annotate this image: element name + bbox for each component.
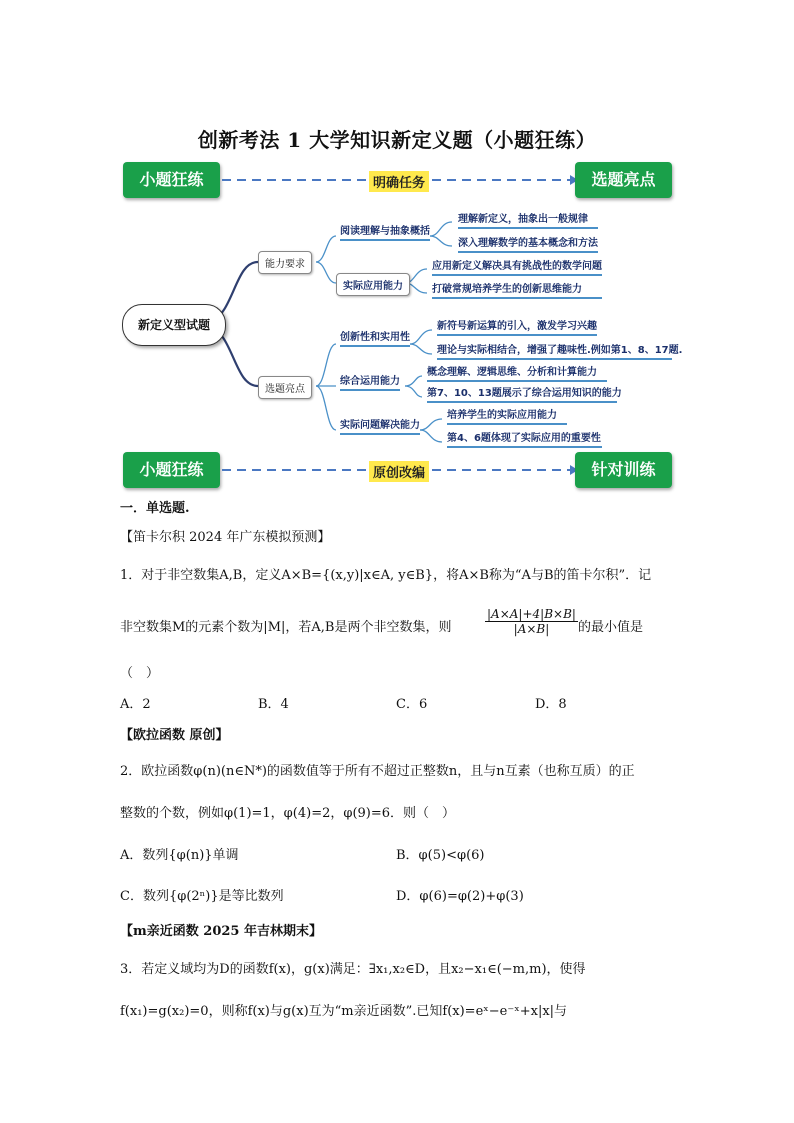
q1-option-d: D．8 xyxy=(535,697,567,712)
q1-option-b: B．4 xyxy=(258,697,289,712)
mindmap-leaf: 深入理解数学的基本概念和方法 xyxy=(458,234,598,253)
mindmap-root xyxy=(122,304,226,346)
mindmap-leaf: 打破常规培养学生的创新思维能力 xyxy=(432,280,602,299)
mindmap-practical: 实际问题解决能力 xyxy=(340,416,420,435)
q1-answer-paren: （ ） xyxy=(120,666,160,681)
mindmap-leaf: 概念理解、逻辑思维、分析和计算能力 xyxy=(427,363,607,382)
q1-text-line2a: 非空数集M的元素个数为|M|，若A,B是两个非空数集，则 xyxy=(120,620,452,635)
banner-mid-label: 原创改编 xyxy=(369,461,429,482)
q1-fraction xyxy=(485,607,578,636)
banner-right-box: 选题亮点 xyxy=(575,162,672,198)
q1-option-a: A．2 xyxy=(120,697,151,712)
q2-text-line1: 2．欧拉函数φ(n)(n∈N*)的函数值等于所有不超过正整数n，且与n互素（也称互质）的正 xyxy=(120,764,635,779)
q1-fraction-denominator: |A×B| xyxy=(513,622,550,636)
q1-tag: 【笛卡尔积 2024 年广东模拟预测】 xyxy=(120,530,331,545)
mindmap-leaf: 应用新定义解决具有挑战性的数学问题 xyxy=(432,257,602,276)
q2-option-b: B．φ(5)<φ(6) xyxy=(396,848,485,863)
mindmap-branch-ability: 能力要求 xyxy=(258,251,312,274)
q2-option-a: A．数列{φ(n)}单调 xyxy=(120,848,239,863)
mindmap-root-label: 新定义型试题 xyxy=(137,318,210,332)
q2-text-line2: 整数的个数，例如φ(1)=1，φ(4)=2，φ(9)=6．则（ ） xyxy=(120,806,456,821)
q3-text-line1: 3．若定义域均为D的函数f(x)，g(x)满足：∃x₁,x₂∈D，且x₂−x₁∈(−m,m)，使得 xyxy=(120,962,586,977)
mindmap-leaf: 培养学生的实际应用能力 xyxy=(447,406,567,425)
banner-left-box: 小题狂练 xyxy=(123,452,220,488)
mindmap-branch-highlights: 选题亮点 xyxy=(258,376,312,399)
q1-text-line1: 1．对于非空数集A,B，定义A×B={(x,y)|x∈A, y∈B}，将A×B称为“A与B的笛卡尔积”．记 xyxy=(120,568,652,583)
q3-text-line2: f(x₁)=g(x₂)=0，则称f(x)与g(x)互为“m亲近函数”.已知f(x)=eˣ−e⁻ˣ+x|x|与 xyxy=(120,1004,568,1019)
q3-tag: 【m亲近函数 2025 年吉林期末】 xyxy=(120,924,322,939)
mindmap-leaf: 第4、6题体现了实际应用的重要性 xyxy=(447,429,602,448)
mindmap-applied: 实际应用能力 xyxy=(336,273,410,296)
q2-option-d: D．φ(6)=φ(2)+φ(3) xyxy=(396,889,524,904)
banner-right-box: 针对训练 xyxy=(575,452,672,488)
mindmap-leaf: 第7、10、13题展示了综合运用知识的能力 xyxy=(427,384,617,403)
q2-option-c: C．数列{φ(2ⁿ)}是等比数列 xyxy=(120,889,284,904)
q2-tag: 【欧拉函数 原创】 xyxy=(120,728,229,743)
section-heading: 一．单选题. xyxy=(120,501,190,516)
q1-fraction-numerator: |A×A|+4|B×B| xyxy=(487,607,576,621)
q1-option-c: C．6 xyxy=(396,697,428,712)
q1-text-line2b: 的最小值是 xyxy=(578,620,644,635)
banner-mid-label: 明确任务 xyxy=(369,171,429,192)
mindmap-leaf: 新符号新运算的引入，激发学习兴趣 xyxy=(437,317,597,336)
mindmap-comprehensive: 综合运用能力 xyxy=(340,372,400,391)
mindmap-leaf: 理论与实际相结合，增强了趣味性.例如第1、8、17题. xyxy=(437,341,672,360)
mindmap-leaf: 理解新定义，抽象出一般规律 xyxy=(458,210,598,229)
mindmap-innovation: 创新性和实用性 xyxy=(340,328,410,347)
banner-left-box: 小题狂练 xyxy=(123,162,220,198)
mindmap-reading: 阅读理解与抽象概括 xyxy=(340,222,430,241)
page-title: 创新考法 1 大学知识新定义题（小题狂练） xyxy=(197,128,597,152)
